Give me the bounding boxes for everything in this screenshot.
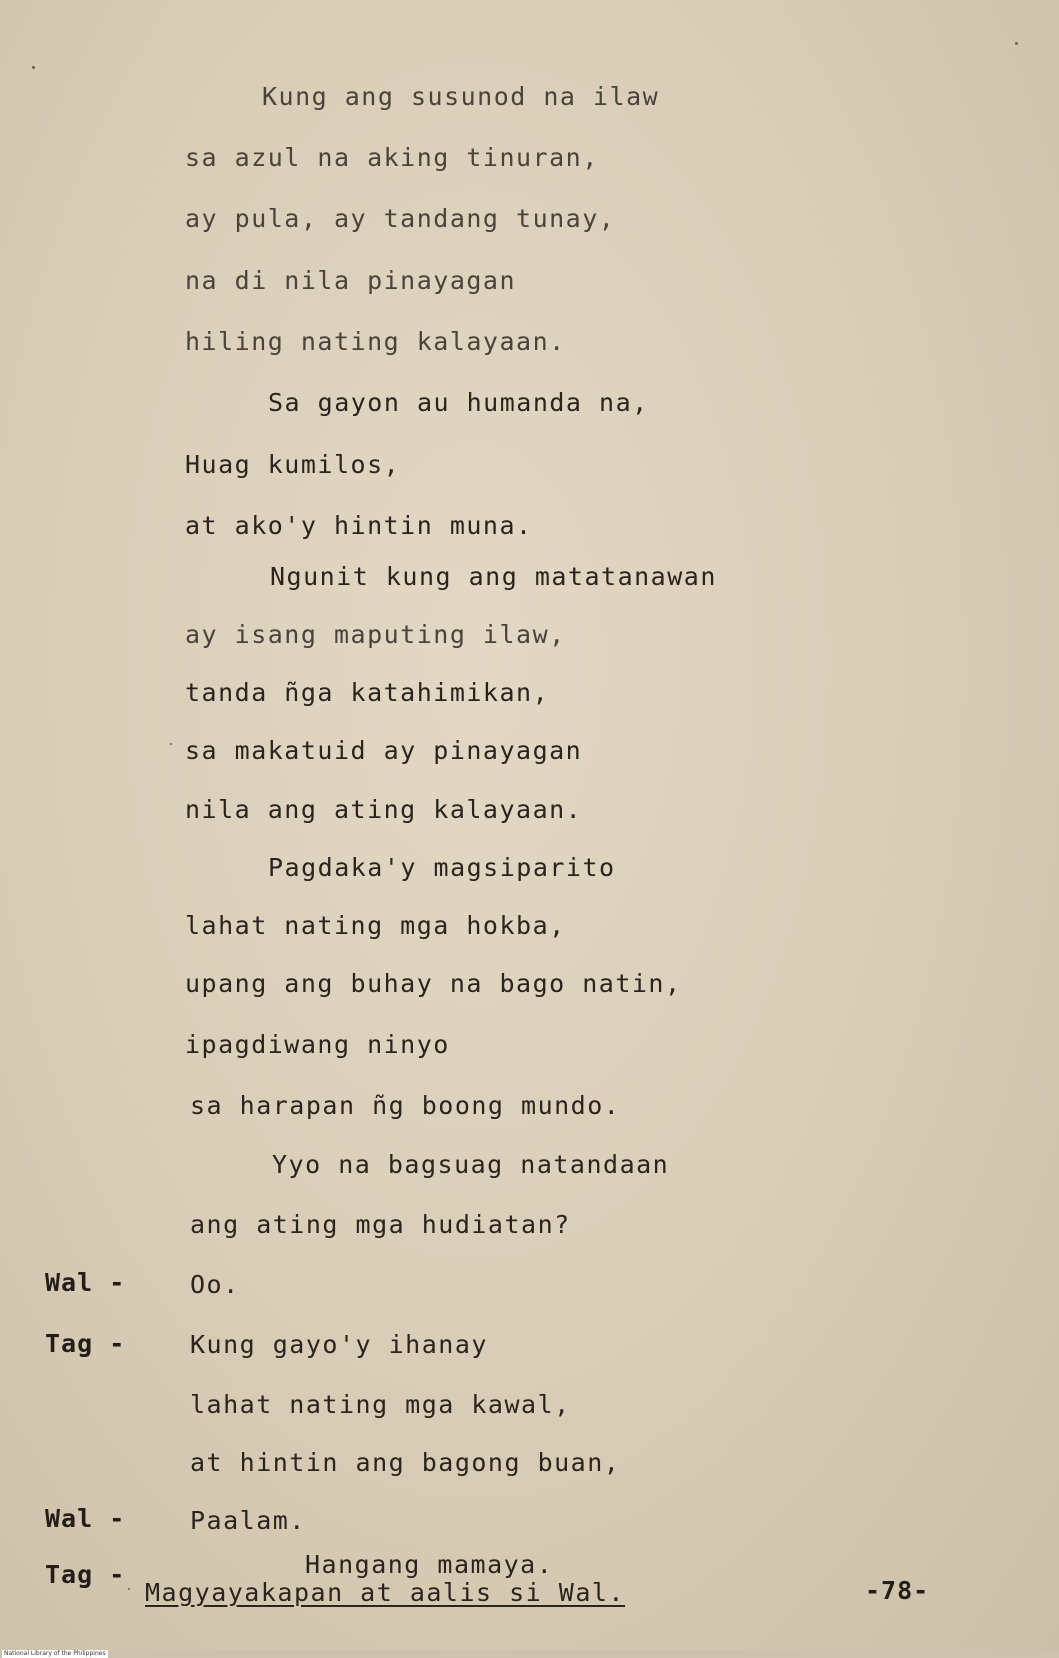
dialogue-line: Oo.	[190, 1270, 240, 1299]
dialogue-line: at hintin ang bagong buan,	[190, 1448, 621, 1477]
verse-line: na di nila pinayagan	[185, 266, 517, 295]
page-number: -78-	[865, 1576, 930, 1605]
paper-speck	[1015, 42, 1018, 45]
verse-line: ay isang maputing ilaw,	[185, 620, 566, 649]
verse-line: ay pula, ay tandang tunay,	[185, 204, 616, 233]
verse-line: Huag kumilos,	[185, 450, 401, 479]
verse-line: Ngunit kung ang matatanawan	[270, 562, 717, 591]
speaker-label: Wal -	[45, 1504, 126, 1533]
verse-line: sa makatuid ay pinayagan	[185, 736, 583, 765]
dialogue-line: lahat nating mga kawal,	[190, 1390, 571, 1419]
verse-line: Kung ang susunod na ilaw	[262, 82, 660, 111]
verse-line: ipagdiwang ninyo	[185, 1030, 450, 1059]
verse-line: at ako'y hintin muna.	[185, 511, 533, 540]
verse-line: tanda ñga katahimikan,	[185, 678, 550, 707]
verse-line: Sa gayon au humanda na,	[268, 388, 649, 417]
verse-line: hiling nating kalayaan.	[185, 327, 566, 356]
speaker-label: Wal -	[45, 1268, 126, 1297]
paper-speck	[170, 743, 172, 745]
library-footer: National Library of the Philippines	[4, 1650, 106, 1657]
dialogue-line: Paalam.	[190, 1506, 306, 1535]
paper-speck	[32, 66, 35, 69]
dialogue-line: Hangang mamaya.	[305, 1550, 554, 1579]
stage-direction: Magyayakapan at aalis si Wal.	[145, 1578, 625, 1607]
verse-line: ang ating mga hudiatan?	[190, 1210, 571, 1239]
verse-line: sa azul na aking tinuran,	[185, 143, 599, 172]
verse-line: nila ang ating kalayaan.	[185, 795, 583, 824]
verse-line: Yyo na bagsuag natandaan	[272, 1150, 670, 1179]
verse-line: Pagdaka'y magsiparito	[268, 853, 616, 882]
dialogue-line: Kung gayo'y ihanay	[190, 1330, 488, 1359]
speaker-label: Tag -	[45, 1329, 126, 1358]
verse-line: upang ang buhay na bago natin,	[185, 969, 682, 998]
speaker-label: Tag -	[45, 1560, 126, 1589]
verse-line: sa harapan ñg boong mundo.	[190, 1091, 621, 1120]
verse-line: lahat nating mga hokba,	[185, 911, 566, 940]
paper-speck	[128, 1588, 130, 1590]
